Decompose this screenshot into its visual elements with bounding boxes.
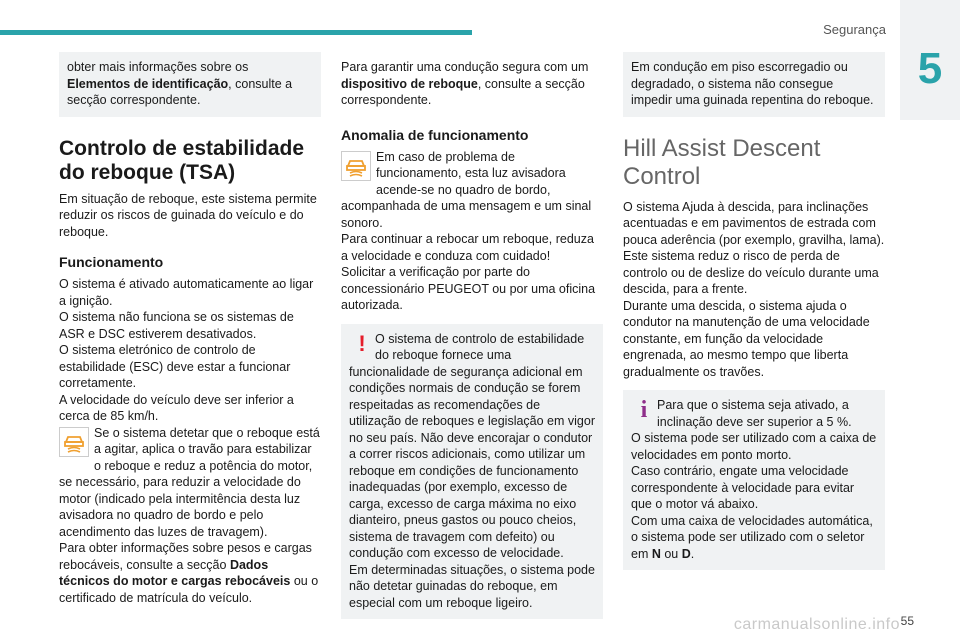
paragraph: Para continuar a rebocar um reboque, reduza a velocidade e conduza com cuidado!: [341, 232, 594, 263]
paragraph: Solicitar a verificação por parte do concessionário PEUGEOT ou por uma oficina autorizada.: [341, 265, 596, 312]
page-number: 55: [900, 614, 914, 628]
hadc-title: Hill Assist Descent Control: [623, 134, 821, 190]
intro-note: obter mais informações sobre os Elementos de identificação, consulte a secção correspondente.: [59, 52, 321, 117]
info-paragraph: Caso contrário, engate uma velocidade correspondente à velocidade para evitar que o motor vá abaixo.: [631, 464, 855, 511]
warning-note: ! O sistema de controlo de estabilidade do reboque fornece uma funcionalidade de segurança adicional em condições normais de condução se forem respeitadas as recomendações de utilização de reboques e legislação em vigor no seu país. Não deve encorajar o condutor a correr riscos adicionais, como utilizar um reboque em condições de funcionamento inadequadas (por exemplo, excesso de carga, excesso de carga máxima no eixo dianteiro, pneus gastos ou pouco cheios, sistema de travagem com defeito) ou condução com excesso de velocidade. Em determinadas situações, o sistema pode não detetar guinadas do reboque, em especial com um reboque ligeiro.: [341, 324, 603, 620]
trailer-sway-warning-icon: [59, 427, 89, 457]
trailer-sway-warning-icon: [341, 151, 371, 181]
weights-paragraph: Para obter informações sobre pesos e cargas rebocáveis, consulte a secção Dados técnicos do motor e cargas rebocáveis ou o certificado de matrícula do veículo.: [59, 541, 319, 605]
anomalia-heading: Anomalia de funcionamento: [341, 126, 529, 143]
header-accent-bar: [0, 30, 472, 35]
column-3: [623, 52, 885, 570]
towing-paragraph: Para garantir uma condução segura com um dispositivo de reboque, consulte a secção correspondente.: [341, 60, 589, 107]
column-1: [59, 52, 321, 606]
info-paragraph: Com uma caixa de velocidades automática, o sistema pode ser utilizado com o seletor em N ou D.: [631, 513, 873, 561]
paragraph: Durante uma descida, o sistema ajuda o condutor na manutenção de uma velocidade constante, em função da velocidade engrenada, ao mesmo tempo que liberta gradualmente os travões.: [623, 298, 870, 379]
info-icon: i: [640, 397, 648, 423]
bold-term: Elementos de identificação: [67, 76, 229, 91]
exclamation-warning-icon: !: [358, 330, 366, 356]
chapter-tab: [900, 0, 960, 120]
section-name: Segurança: [823, 22, 886, 37]
slippery-road-note: Em condução em piso escorregadio ou degradado, o sistema não consegue impedir uma guinada repentina do reboque.: [623, 52, 885, 117]
paragraph: A velocidade do veículo deve ser inferior a cerca de 85 km/h.: [59, 392, 294, 423]
bold-term: dispositivo de reboque: [341, 76, 478, 91]
tsa-lead: Em situação de reboque, este sistema permite reduzir os riscos de guinada do veículo e do reboque.: [59, 191, 317, 239]
gear-d: D: [681, 546, 691, 561]
warning-paragraph: Em determinadas situações, o sistema pode não detetar guinadas do reboque, em especial com um reboque ligeiro.: [349, 562, 595, 610]
tsa-title: Controlo de estabilidade do reboque (TSA): [59, 136, 305, 184]
bold-term: Dados técnicos do motor e cargas rebocáveis: [59, 557, 291, 588]
column-2: [341, 52, 603, 619]
icon-paragraph: Em caso de problema de funcionamento, esta luz avisadora acende-se no quadro de bordo, acompanhada de uma mensagem e um sinal sonoro.: [341, 149, 592, 230]
info-paragraph: O sistema pode ser utilizado com a caixa de velocidades em ponto morto.: [631, 431, 877, 462]
chapter-number: 5: [917, 44, 943, 93]
funcionamento-heading: Funcionamento: [59, 254, 164, 270]
paragraph: O sistema eletrónico de controlo de estabilidade (ESC) deve estar a funcionar corretamente.: [59, 343, 291, 390]
watermark: carmanualsonline.info: [733, 616, 900, 633]
paragraph: O sistema Ajuda à descida, para inclinações acentuadas e em pavimentos de estrada com pouca aderência (por exemplo, gravilha, lama). Este sistema reduz o risco de perda de controlo ou de deslize do veículo durante uma descida, para a frente.: [623, 199, 885, 296]
paragraph: O sistema é ativado automaticamente ao ligar a ignição.: [59, 277, 314, 308]
paragraph: O sistema não funciona se os sistemas de ASR e DSC estiverem desativados.: [59, 310, 294, 341]
gear-n: N: [651, 546, 661, 561]
icon-paragraph: Se o sistema detetar que o reboque está a agitar, aplica o travão para estabilizar o reboque e reduz a potência do motor, se necessário, para reduzir a velocidade do motor (indicado pela intermitência desta luz avisadora no quadro de bordo e pelo acendimento das luzes de travagem).: [59, 425, 320, 539]
info-note: i Para que o sistema seja ativado, a inclinação deve ser superior a 5 %. O sistema pode ser utilizado com a caixa de velocidades em ponto morto. Caso contrário, engate uma velocidade correspondente à velocidade para evitar que o motor vá abaixo. Com uma caixa de velocidades automática, o sistema pode ser utilizado com o seletor em N ou D.: [623, 390, 885, 570]
